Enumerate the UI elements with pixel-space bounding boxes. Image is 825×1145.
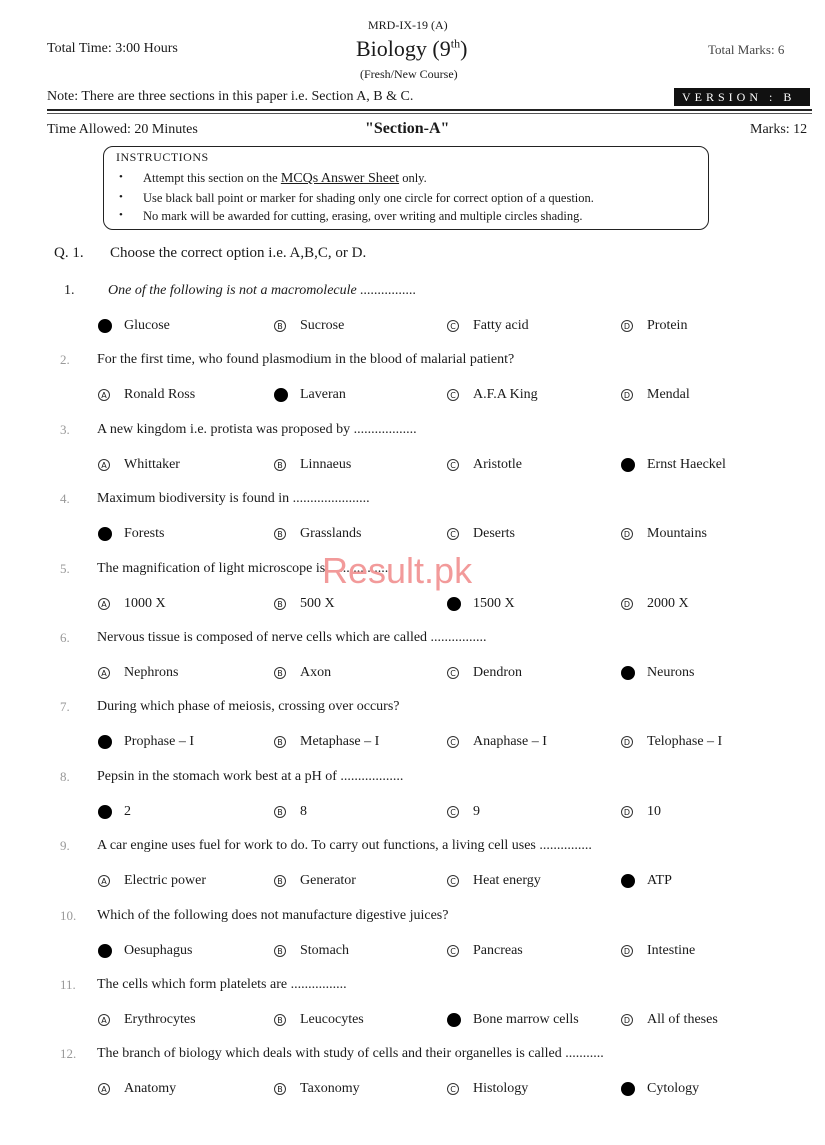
time-allowed: Time Allowed: 20 Minutes (47, 122, 198, 137)
option-label: Grasslands (300, 526, 362, 541)
filled-bubble-icon[interactable] (98, 805, 112, 819)
option-label: Stomach (300, 943, 349, 958)
option-label: Oesuphagus (124, 943, 193, 958)
option-bubble-icon[interactable]: C (447, 320, 459, 332)
option-bubble-icon[interactable]: D (621, 1014, 633, 1026)
question-text: For the first time, who found plasmodium in the blood of malarial patient? (97, 352, 515, 367)
question-text: Nervous tissue is composed of nerve cells which are called ................ (97, 630, 487, 645)
option-label: Cytology (647, 1081, 700, 1096)
option-label: Sucrose (300, 318, 345, 333)
option-bubble-icon[interactable]: D (621, 736, 633, 748)
option-label: ATP (647, 873, 672, 888)
option-bubble-icon[interactable]: D (621, 945, 633, 957)
option-label: Pancreas (473, 943, 523, 958)
question-text: A new kingdom i.e. protista was proposed by .................. (97, 422, 417, 437)
option-label: Anaphase – I (473, 734, 547, 749)
option-label: Laveran (300, 387, 346, 402)
option-bubble-icon[interactable]: C (447, 736, 459, 748)
question-number: 3. (60, 422, 70, 437)
question-number: 7. (60, 699, 70, 714)
option-label: Whittaker (124, 457, 180, 472)
option-label: 8 (300, 804, 307, 819)
question-number: 2. (60, 352, 70, 367)
question-number: 10. (60, 908, 77, 923)
option-bubble-icon[interactable]: C (447, 875, 459, 887)
question-group-prompt: Choose the correct option i.e. A,B,C, or D. (110, 245, 367, 261)
option-label: Bone marrow cells (473, 1012, 579, 1027)
option-label: Fatty acid (473, 318, 529, 333)
option-bubble-icon[interactable]: D (621, 598, 633, 610)
question-number: 1. (64, 283, 75, 298)
total-marks: Total Marks: 6 (708, 42, 785, 57)
filled-bubble-icon[interactable] (274, 388, 288, 402)
version-badge: VERSION : B (674, 88, 810, 106)
option-bubble-icon[interactable]: C (447, 806, 459, 818)
option-label: Axon (300, 665, 332, 680)
option-label: 2 (124, 804, 131, 819)
option-label: Heat energy (473, 873, 541, 888)
option-label: Electric power (124, 873, 207, 888)
option-label: Mountains (647, 526, 707, 541)
question-text: Pepsin in the stomach work best at a pH of .................. (97, 769, 404, 784)
option-label: Leucocytes (300, 1012, 364, 1027)
instructions-title: INSTRUCTIONS (116, 150, 209, 164)
option-label: 2000 X (647, 596, 689, 611)
option-bubble-icon[interactable]: A (98, 598, 110, 610)
instruction-item: • Use black ball point or marker for shading only one circle for correct option of a question. (119, 191, 594, 205)
option-bubble-icon[interactable]: B (274, 320, 286, 332)
question-text: The cells which form platelets are ................ (97, 977, 347, 992)
option-label: Protein (647, 318, 688, 333)
option-label: 1500 X (473, 596, 515, 611)
course-label: (Fresh/New Course) (360, 67, 458, 81)
option-bubble-icon[interactable]: B (274, 875, 286, 887)
sections-note: Note: There are three sections in this paper i.e. Section A, B & C. (47, 89, 414, 104)
option-bubble-icon[interactable]: A (98, 667, 110, 679)
bullet-icon: • (119, 191, 123, 203)
paper-code: MRD-IX-19 (A) (368, 18, 448, 32)
filled-bubble-icon[interactable] (98, 527, 112, 541)
option-bubble-icon[interactable]: C (447, 528, 459, 540)
option-bubble-icon[interactable]: C (447, 945, 459, 957)
option-label: Histology (473, 1081, 529, 1096)
option-label: Prophase – I (124, 734, 194, 749)
filled-bubble-icon[interactable] (98, 944, 112, 958)
option-bubble-icon[interactable]: C (447, 389, 459, 401)
filled-bubble-icon[interactable] (621, 666, 635, 680)
option-label: Dendron (473, 665, 522, 680)
bullet-icon: • (119, 171, 123, 183)
instruction-item: • Attempt this section on the MCQs Answer Sheet only. (119, 171, 427, 186)
option-bubble-icon[interactable]: C (447, 667, 459, 679)
option-label: 10 (647, 804, 661, 819)
question-text: During which phase of meiosis, crossing over occurs? (97, 699, 400, 714)
filled-bubble-icon[interactable] (621, 458, 635, 472)
option-label: Erythrocytes (124, 1012, 196, 1027)
option-label: 9 (473, 804, 480, 819)
option-label: Glucose (124, 318, 170, 333)
question-group-number: Q. 1. (54, 245, 84, 261)
question-text: One of the following is not a macromolecule ................ (108, 283, 417, 298)
option-label: Forests (124, 526, 165, 541)
option-label: Generator (300, 873, 356, 888)
filled-bubble-icon[interactable] (98, 319, 112, 333)
question-number: 8. (60, 769, 70, 784)
option-label: Nephrons (124, 665, 179, 680)
filled-bubble-icon[interactable] (98, 735, 112, 749)
option-label: Anatomy (124, 1081, 177, 1096)
option-label: Taxonomy (300, 1081, 360, 1096)
question-text: Maximum biodiversity is found in ...................... (97, 491, 370, 506)
option-label: Ernst Haeckel (647, 457, 726, 472)
question-number: 5. (60, 561, 70, 576)
option-label: Intestine (647, 943, 696, 958)
total-time: Total Time: 3:00 Hours (47, 41, 178, 56)
filled-bubble-icon[interactable] (447, 597, 461, 611)
option-label: Neurons (647, 665, 695, 680)
option-bubble-icon[interactable]: A (98, 1014, 110, 1026)
question-number: 4. (60, 491, 70, 506)
option-bubble-icon[interactable]: C (447, 1083, 459, 1095)
question-text: A car engine uses fuel for work to do. To carry out functions, a living cell uses ............... (97, 838, 592, 853)
option-bubble-icon[interactable]: A (98, 389, 110, 401)
instruction-item: • No mark will be awarded for cutting, erasing, over writing and multiple circles shading. (119, 209, 583, 223)
filled-bubble-icon[interactable] (621, 1082, 635, 1096)
option-bubble-icon[interactable]: A (98, 459, 110, 471)
option-label: 1000 X (124, 596, 166, 611)
option-bubble-icon[interactable]: B (274, 459, 286, 471)
section-marks: Marks: 12 (750, 122, 808, 137)
option-bubble-icon[interactable]: D (621, 528, 633, 540)
section-title: "Section-A" (365, 120, 450, 137)
option-bubble-icon[interactable]: A (98, 1083, 110, 1095)
question-text: Which of the following does not manufacture digestive juices? (97, 908, 449, 923)
option-bubble-icon[interactable]: B (274, 528, 286, 540)
header-divider (47, 109, 812, 111)
option-bubble-icon[interactable]: B (274, 1083, 286, 1095)
option-label: Mendal (647, 387, 690, 402)
option-label: Telophase – I (647, 734, 723, 749)
question-text: The branch of biology which deals with study of cells and their organelles is called ........... (97, 1046, 604, 1061)
question-number: 6. (60, 630, 70, 645)
answer-sheet-link: MCQs Answer Sheet (280, 171, 400, 186)
option-label: Ronald Ross (124, 387, 196, 402)
filled-bubble-icon[interactable] (447, 1013, 461, 1027)
option-bubble-icon[interactable]: B (274, 667, 286, 679)
option-bubble-icon[interactable]: D (621, 389, 633, 401)
question-number: 9. (60, 838, 70, 853)
option-bubble-icon[interactable]: B (274, 1014, 286, 1026)
option-label: 500 X (300, 596, 335, 611)
option-bubble-icon[interactable]: B (274, 736, 286, 748)
option-bubble-icon[interactable]: D (621, 320, 633, 332)
header-divider-thin (47, 113, 812, 114)
option-label: Aristotle (473, 457, 522, 472)
option-label: Deserts (473, 526, 515, 541)
option-bubble-icon[interactable]: D (621, 806, 633, 818)
option-bubble-icon[interactable]: B (274, 945, 286, 957)
question-number: 12. (60, 1046, 77, 1061)
option-bubble-icon[interactable]: C (447, 459, 459, 471)
option-bubble-icon[interactable]: B (274, 806, 286, 818)
option-label: All of theses (647, 1012, 718, 1027)
question-number: 11. (60, 977, 76, 992)
option-label: Metaphase – I (300, 734, 380, 749)
subject-title: Biology (9th) (356, 36, 468, 61)
option-bubble-icon[interactable]: A (98, 875, 110, 887)
filled-bubble-icon[interactable] (621, 874, 635, 888)
option-label: A.F.A King (473, 387, 538, 402)
bullet-icon: • (119, 209, 123, 221)
option-label: Linnaeus (300, 457, 352, 472)
question-text: The magnification of light microscope is .................. (97, 561, 392, 576)
watermark: Result.pk (322, 550, 473, 591)
option-bubble-icon[interactable]: B (274, 598, 286, 610)
